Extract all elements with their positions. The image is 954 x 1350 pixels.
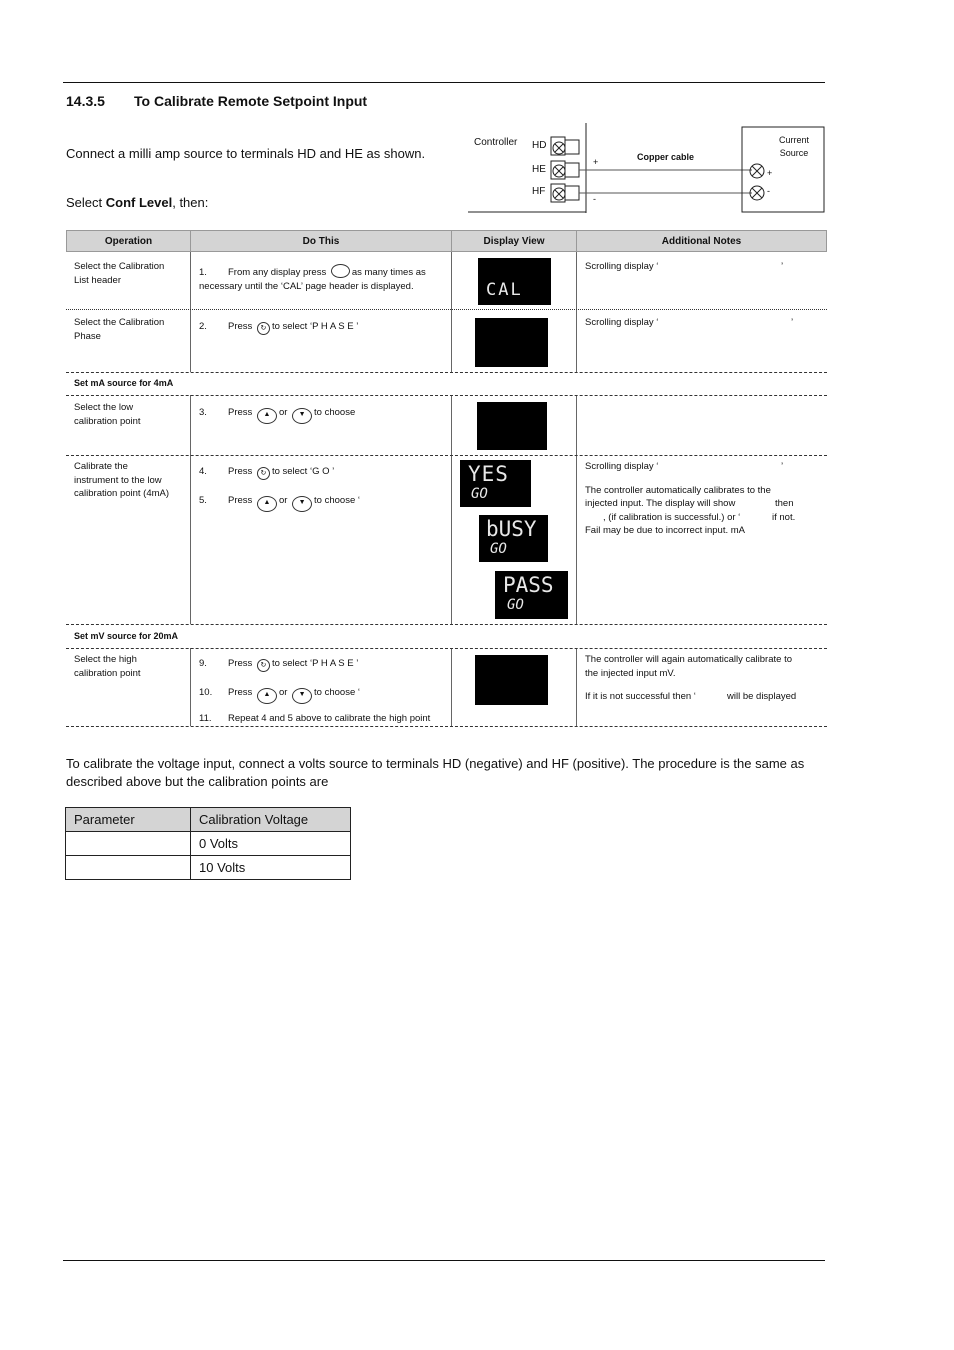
up-arrow-icon: ▲: [257, 408, 277, 424]
header-display-view: Display View: [451, 230, 577, 252]
down-arrow-icon: ▼: [292, 408, 312, 424]
row5-notes: The controller will again automatically calibrate to the injected input mV. If it is not successful then ‘ will be displayed: [585, 654, 797, 702]
source-plus: +: [767, 168, 773, 178]
section-title: To Calibrate Remote Setpoint Input: [134, 93, 368, 109]
row4-notes: Scrolling display ‘ ’ The controller automatically calibrates to the injected input. The display will show then , (if calibration is successful.) or ‘ if not. Fail may be due to incorrect input. mA: [585, 461, 796, 536]
lcd-pass-go: PASS GO: [495, 571, 568, 619]
header-notes: Additional Notes: [576, 230, 827, 252]
row4-do-this: 4. Press ↻ to select ‘G O ’ 5. Press ▲ or ▼ to choose ‘: [199, 465, 445, 512]
lcd-busy-go: bUSY GO: [479, 515, 548, 562]
source-label: Current Source: [778, 135, 809, 158]
controller-minus: -: [593, 194, 596, 204]
voltage-header: Calibration Voltage: [191, 808, 351, 832]
controller-plus: +: [593, 157, 599, 167]
row2-notes: Scrolling display ‘ ’: [585, 317, 794, 328]
connect-instruction: Connect a milli amp source to terminals HD and HE as shown.: [66, 146, 426, 161]
cycle-arrow-icon: ↻: [257, 322, 270, 335]
terminal-hd: HD: [532, 140, 547, 151]
bottom-rule: [63, 1260, 825, 1261]
cycle-arrow-icon: ↻: [257, 659, 270, 672]
lcd-cal: CAL: [478, 258, 551, 305]
cycle-arrow-icon: ↻: [257, 467, 270, 480]
up-arrow-icon: ▲: [257, 496, 277, 512]
lcd-low-point: [477, 402, 547, 450]
header-operation: Operation: [66, 230, 191, 252]
row1-do-this: 1. From any display press as many times as necessary until the ‘CAL’ page header is displayed.: [199, 264, 445, 293]
lcd-high-point: [475, 655, 548, 705]
row4-operation: Calibrate the instrument to the low calibration point (4mA): [74, 461, 170, 499]
calibration-table: [66, 230, 827, 727]
terminal-he: HE: [532, 164, 546, 175]
calibration-voltage-table: [65, 807, 351, 880]
lcd-phase: [475, 318, 548, 367]
section-number: 14.3.5: [66, 93, 105, 109]
row5-operation: Select the high calibration point: [74, 654, 141, 679]
voltage-paragraph: To calibrate the voltage input, connect a volts source to terminals HD (negative) and HF (positive). The procedure is the same as described above but the calibration points are: [66, 756, 805, 789]
controller-label: Controller: [474, 137, 518, 148]
table-row: 0 Volts: [66, 832, 351, 856]
header-do-this: Do This: [190, 230, 452, 252]
row3-operation: Select the low calibration point: [74, 402, 141, 427]
top-rule: [63, 82, 825, 83]
select-instruction: Select Conf Level, then:: [66, 195, 209, 210]
terminal-hf: HF: [532, 186, 546, 197]
page-button-icon: [331, 264, 350, 278]
section-4ma: Set mA source for 4mA: [74, 378, 174, 388]
row2-operation: Select the Calibration Phase: [74, 317, 165, 342]
up-arrow-icon: ▲: [257, 688, 277, 704]
lcd-yes-go: YES GO: [460, 460, 531, 507]
section-20ma: Set mV source for 20mA: [74, 631, 179, 641]
param-header: Parameter: [66, 808, 191, 832]
down-arrow-icon: ▼: [292, 688, 312, 704]
row2-do-this: 2. Press ↻ to select ‘P H A S E ’: [199, 320, 445, 335]
row3-do-this: 3. Press ▲ or ▼ to choose: [199, 406, 445, 424]
source-minus: -: [767, 186, 770, 196]
row1-operation: Select the Calibration List header: [74, 261, 165, 286]
table-row: 10 Volts: [66, 856, 351, 880]
down-arrow-icon: ▼: [292, 496, 312, 512]
row1-notes: Scrolling display ‘ ’: [585, 261, 784, 272]
row5-do-this: 9. Press ↻ to select ‘P H A S E ’ 10. Press ▲ or ▼ to choose ‘ 11. Repeat 4 and 5 above to calibrate the high point: [199, 658, 431, 724]
cable-label: Copper cable: [637, 152, 695, 162]
